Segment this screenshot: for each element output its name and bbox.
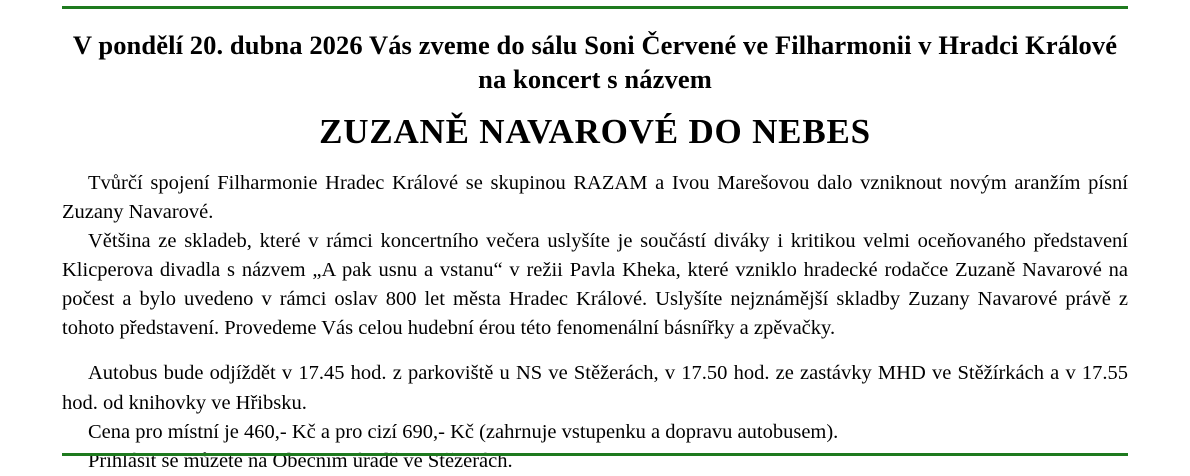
paragraph-price-text: Cena pro místní je 460,- Kč a pro cizí 690,- Kč (zahrnuje vstupenku a dopravu autobusem). [88,420,839,443]
paragraph-price [62,418,1128,447]
paragraph-transport-text: Autobus bude odjíždět v 17.45 hod. z parkoviště u NS ve Stěžerách, v 17.50 hod. ze zastávky MHD ve Stěžírkách a v 17.55 hod. od knihovky ve Hřibsku. [62,362,1128,414]
poster-page [0,6,1190,472]
body-text [62,169,1128,476]
paragraph-description [62,227,1128,343]
paragraph-signup-text: Přihlásit se můžete na Obecním úřadě ve Stěžerách. [88,449,513,472]
paragraph-transport [62,359,1128,417]
paragraph-signup [62,447,1128,476]
page-headline: V pondělí 20. dubna 2026 Vás zveme do sálu Soni Červené ve Filharmonii v Hradci Králové na koncert s názvem [72,30,1118,94]
paragraph-intro [62,169,1128,227]
paragraph-intro-text: Tvůrčí spojení Filharmonie Hradec Králové se skupinou RAZAM a Ivou Marešovou dalo vzniknout novým aranžím písní Zuzany Navarové. [62,171,1128,223]
page-title: ZUZANĚ NAVAROVÉ DO NEBES [319,111,871,151]
paragraph-gap [62,343,1128,359]
paragraph-description-text: Většina ze skladeb, které v rámci koncertního večera uslyšíte je součástí diváky i kritikou velmi oceňovaného představení Klicperova divadla s názvem „A pak usnu a vstanu“ v režii Pavla Kheka, které vzniklo hradecké rodačce Zuzaně Navarové na počest a bylo uvedeno v rámci oslav 800 let města Hradec Králové. Uslyšíte nejznámější skladby Zuzany Navarové právě z tohoto představení. Provedeme Vás celou hudební érou této fenomenální básnířky a zpěvačky. [62,230,1128,340]
top-divider [62,6,1128,9]
